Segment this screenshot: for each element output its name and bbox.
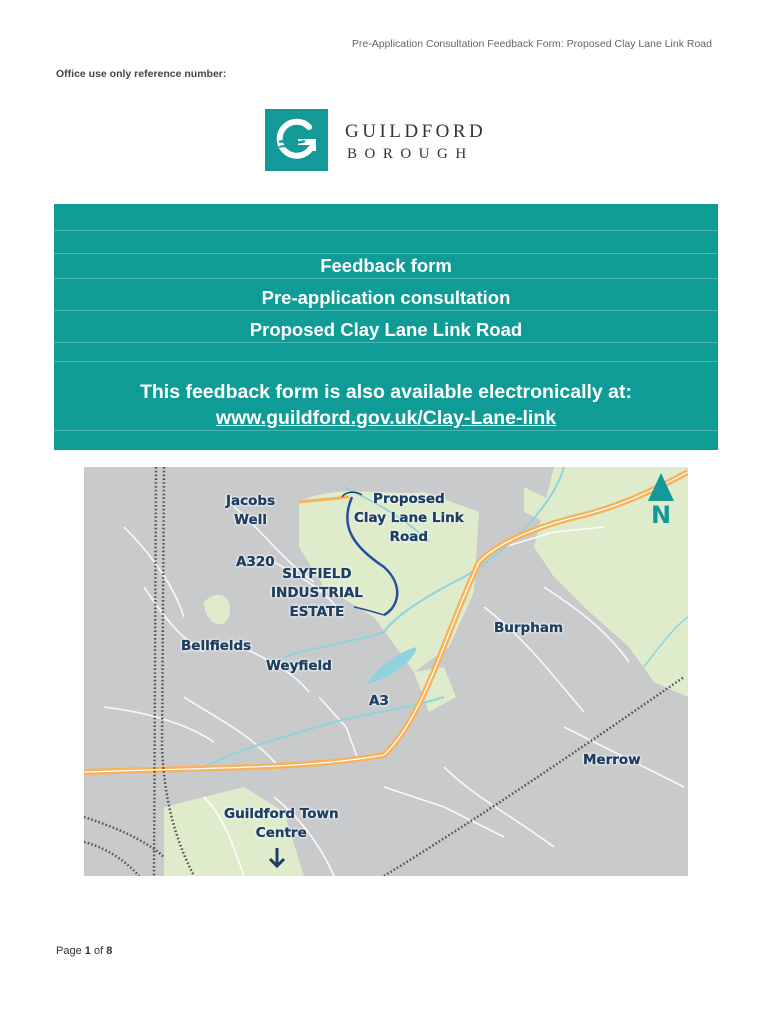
location-map — [84, 467, 688, 876]
north-label: N — [650, 501, 672, 529]
office-use-reference-label: Office use only reference number: — [56, 68, 227, 80]
project-title: Proposed Clay Lane Link Road — [249, 319, 523, 340]
page-current: 1 — [84, 945, 91, 957]
map-label-slyfield: SLYFIELD INDUSTRIAL ESTATE — [271, 566, 363, 620]
form-subtitle: Pre-application consultation — [261, 287, 511, 308]
guildford-borough-logo — [265, 109, 515, 171]
availability-text: This feedback form is also available electronically at: — [139, 381, 633, 403]
logo-g-emblem-icon — [265, 109, 328, 171]
map-label-a3: A3 — [369, 693, 389, 709]
logo-text-line1: GUILDFORD — [345, 121, 487, 142]
map-label-weyfield: Weyfield — [266, 658, 332, 674]
page-total: 8 — [106, 945, 113, 957]
electronic-form-link[interactable]: www.guildford.gov.uk/Clay-Lane-link — [215, 407, 557, 429]
map-label-jacobs-well: Jacobs Well — [226, 493, 276, 528]
page-word: Page — [56, 945, 82, 957]
north-arrow-icon — [648, 473, 674, 531]
form-title: Feedback form — [320, 255, 452, 276]
logo-text-line2: BOROUGH — [347, 146, 474, 162]
map-label-a320: A320 — [236, 554, 275, 570]
map-label-town-centre: Guildford Town Centre — [224, 806, 339, 841]
map-label-bellfields: Bellfields — [181, 638, 252, 654]
map-label-proposed-road: Proposed Clay Lane Link Road — [354, 491, 464, 545]
map-label-burpham: Burpham — [494, 620, 564, 636]
running-header: Pre-Application Consultation Feedback Form: Proposed Clay Lane Link Road — [351, 38, 712, 50]
down-arrow-icon — [268, 847, 286, 869]
map-label-merrow: Merrow — [583, 752, 641, 768]
page-of: of — [93, 945, 104, 957]
page-number — [56, 945, 112, 957]
title-banner — [54, 204, 718, 450]
